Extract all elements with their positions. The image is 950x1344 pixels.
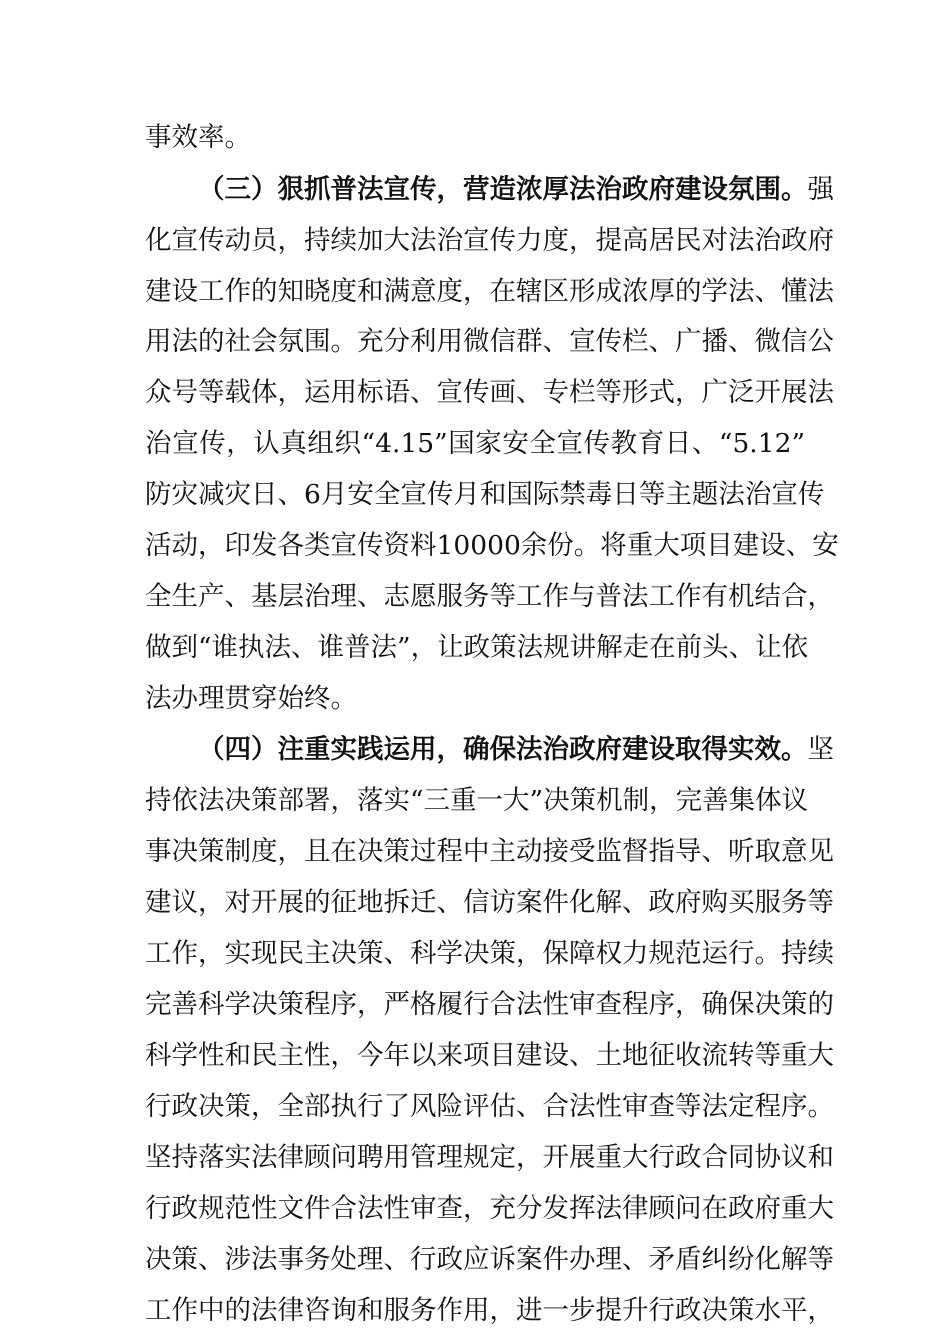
paragraph-line: 事决策制度，且在决策过程中主动接受监督指导、听取意见 (145, 836, 834, 867)
paragraph-line: 做到“谁执法、谁普法”，让政策法规讲解走在前头、让依 (145, 632, 809, 663)
paragraph-line: 众号等载体，运用标语、宣传画、专栏等形式，广泛开展法 (145, 377, 834, 408)
paragraph-line: 活动，印发各类宣传资料10000余份。将重大项目建设、安 (145, 530, 839, 561)
paragraph-line: 化宣传动员，持续加大法治宣传力度，提高居民对法治政府 (145, 225, 834, 256)
paragraph-line: 全生产、基层治理、志愿服务等工作与普法工作有机结合， (145, 581, 834, 612)
paragraph-line: 工作，实现民主决策、科学决策，保障权力规范运行。持续 (145, 938, 834, 969)
paragraph-line: 建设工作的知晓度和满意度，在辖区形成浓厚的学法、懂法 (145, 276, 834, 307)
paragraph-line: 完善科学决策程序，严格履行合法性审查程序，确保决策的 (145, 989, 834, 1020)
paragraph-line: 科学性和民主性，今年以来项目建设、土地征收流转等重大 (145, 1040, 834, 1071)
section-heading: （四）注重实践运用，确保法治政府建设取得实效。 (198, 734, 808, 765)
section-heading-line (198, 170, 834, 210)
paragraph-line: 建议，对开展的征地拆迁、信访案件化解、政府购买服务等 (145, 887, 834, 918)
paragraph-line: 用法的社会氛围。充分利用微信群、宣传栏、广播、微信公 (145, 326, 834, 357)
paragraph-line: 工作中的法律咨询和服务作用，进一步提升行政决策水平， (145, 1295, 834, 1326)
paragraph-line: 治宣传，认真组织“4.15”国家安全宣传教育日、“5.12” (145, 428, 805, 459)
section-heading: （三）狠抓普法宣传，营造浓厚法治政府建设氛围。 (198, 174, 808, 205)
paragraph-line: 行政决策，全部执行了风险评估、合法性审查等法定程序。 (145, 1091, 834, 1122)
section-heading-line (198, 730, 834, 770)
paragraph-line: 防灾减灾日、6月安全宣传月和国际禁毒日等主题法治宣传 (145, 479, 825, 510)
paragraph-line: 行政规范性文件合法性审查，充分发挥法律顾问在政府重大 (145, 1193, 834, 1224)
paragraph-line: 法办理贯穿始终。 (145, 683, 357, 714)
paragraph-line: 决策、涉法事务处理、行政应诉案件办理、矛盾纠纷化解等 (145, 1244, 834, 1275)
paragraph-line: 事效率。 (145, 122, 251, 153)
paragraph-line: 坚持落实法律顾问聘用管理规定，开展重大行政合同协议和 (145, 1142, 834, 1173)
paragraph-text: 强 (807, 174, 834, 205)
paragraph-line: 持依法决策部署，落实“三重一大”决策机制，完善集体议 (145, 785, 809, 816)
paragraph-text: 坚 (807, 734, 834, 765)
